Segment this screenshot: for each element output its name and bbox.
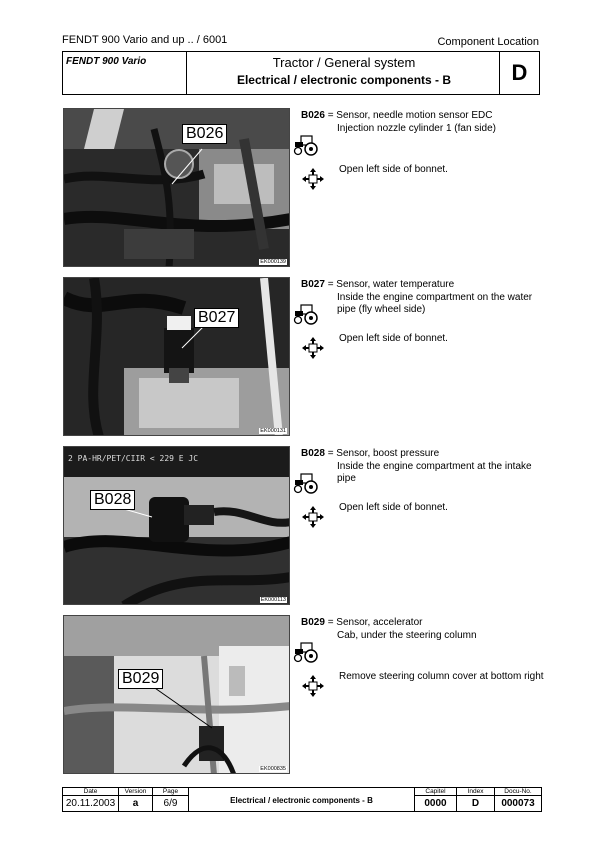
footer-capitel-label: Capitel xyxy=(415,788,456,796)
footer-page-cell xyxy=(153,788,189,811)
tractor-icon xyxy=(291,301,321,325)
component-desc: = Sensor, water temperature xyxy=(327,279,455,290)
footer-capitel-cell xyxy=(415,788,457,811)
model-line: FENDT 900 Vario and up .. / 6001 xyxy=(62,34,228,46)
access-instruction: Remove steering column cover at bottom right xyxy=(339,671,544,682)
component-desc: = Sensor, accelerator xyxy=(327,617,423,628)
access-instruction: Open left side of bonnet. xyxy=(339,502,448,513)
tractor-icon xyxy=(291,132,321,156)
callout-b026: B026 xyxy=(182,124,227,144)
footer-version-cell xyxy=(119,788,153,811)
access-instruction: Open left side of bonnet. xyxy=(339,164,448,175)
header-title-cell xyxy=(187,52,501,94)
footer-docu-cell xyxy=(495,788,541,811)
photo-id-b029: EK000835 xyxy=(260,766,286,772)
top-line xyxy=(62,34,539,50)
footer-version: a xyxy=(132,798,139,809)
entry-b026 xyxy=(301,110,546,175)
component-code: B028 xyxy=(301,448,325,459)
photo-b028 xyxy=(63,446,290,605)
header-box xyxy=(62,51,540,95)
footer-date-label: Date xyxy=(63,788,118,796)
footer-docu-label: Docu-No. xyxy=(495,788,541,796)
chapter-letter: D xyxy=(499,52,539,94)
callout-b027: B027 xyxy=(194,308,239,328)
move-arrows-icon xyxy=(301,674,325,698)
photo-id-b026: EK000139 xyxy=(260,259,286,265)
component-code: B029 xyxy=(301,617,325,628)
footer-index-label: Index xyxy=(457,788,494,796)
model-name: FENDT 900 Vario xyxy=(63,52,187,94)
photo-b026 xyxy=(63,108,290,267)
photo-b027 xyxy=(63,277,290,436)
footer-capitel: 0000 xyxy=(424,798,447,809)
access-instruction: Open left side of bonnet. xyxy=(339,333,448,344)
move-arrows-icon xyxy=(301,167,325,191)
entry-b027 xyxy=(301,279,546,344)
entry-title xyxy=(301,448,546,460)
footer-date-cell xyxy=(63,788,119,811)
component-code: B026 xyxy=(301,110,325,121)
photo-id-b027: EK000131 xyxy=(260,428,286,434)
footer-version-label: Version xyxy=(119,788,152,796)
component-location: Inside the engine compartment at the intake pipe xyxy=(337,461,532,484)
tractor-icon xyxy=(291,639,321,663)
photo-b029 xyxy=(63,615,290,774)
entry-title xyxy=(301,110,546,122)
page-title: Tractor / General system xyxy=(272,55,416,70)
page-subtitle: Electrical / electronic components - B xyxy=(236,73,452,87)
entry-b028 xyxy=(301,448,546,513)
component-location: Injection nozzle cylinder 1 (fan side) xyxy=(337,123,496,134)
entry-b029 xyxy=(301,617,546,682)
move-arrows-icon xyxy=(301,505,325,529)
footer-date: 20.11.2003 xyxy=(65,798,116,809)
engine-photo-3 xyxy=(64,447,290,605)
callout-b028: B028 xyxy=(90,490,135,510)
component-code: B027 xyxy=(301,279,325,290)
component-location: Inside the engine compartment on the water pipe (fly wheel side) xyxy=(337,292,533,315)
footer-page-label: Page xyxy=(153,788,188,796)
footer-title: Electrical / electronic components - B xyxy=(189,788,415,811)
component-desc: = Sensor, needle motion sensor EDC xyxy=(327,110,493,121)
photo-id-b028: EK000113 xyxy=(260,597,286,603)
engine-photo-2 xyxy=(64,278,290,436)
footer-index: D xyxy=(471,798,480,809)
entry-title xyxy=(301,617,546,629)
section-name: Component Location xyxy=(437,36,539,48)
hose-print: 2 PA-HR/PET/CIIR < 229 E JC xyxy=(68,454,199,463)
footer-table xyxy=(62,787,542,812)
entry-title xyxy=(301,279,546,291)
move-arrows-icon xyxy=(301,336,325,360)
cab-photo xyxy=(64,616,290,774)
footer-index-cell xyxy=(457,788,495,811)
component-desc: = Sensor, boost pressure xyxy=(327,448,440,459)
footer-page: 6/9 xyxy=(163,798,178,809)
engine-photo-1 xyxy=(64,109,290,267)
component-location: Cab, under the steering column xyxy=(337,630,477,641)
tractor-icon xyxy=(291,470,321,494)
footer-docu: 000073 xyxy=(501,798,535,809)
callout-b029: B029 xyxy=(118,669,163,689)
